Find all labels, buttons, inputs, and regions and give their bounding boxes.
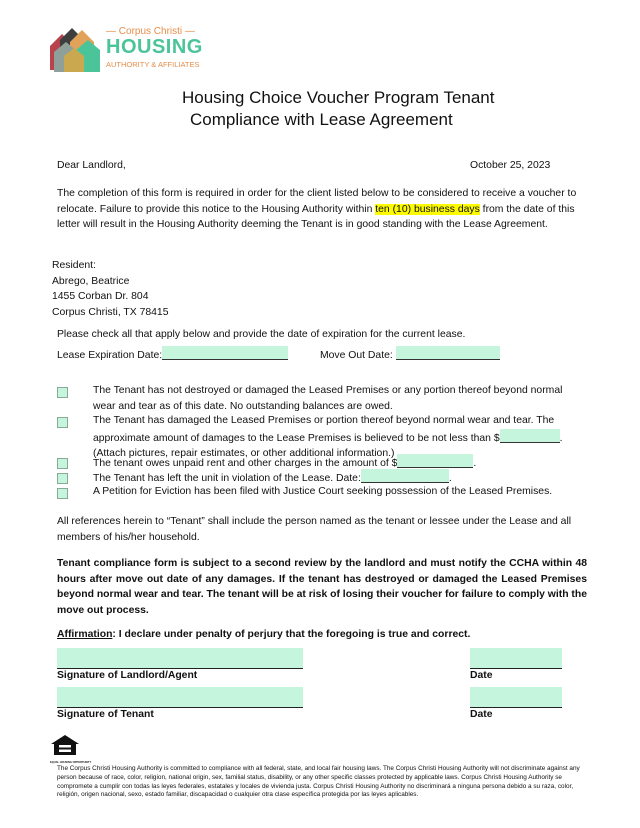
affirmation <box>57 627 470 643</box>
logo-line1: Corpus Christi <box>118 26 183 37</box>
houses-icon <box>48 24 100 74</box>
intro-highlight: ten (10) business days <box>375 203 480 215</box>
violation-text-2: . <box>448 473 452 484</box>
housing-authority-logo <box>48 24 218 76</box>
logo-dash-left: — <box>106 26 116 37</box>
damage-amount-field[interactable] <box>500 429 560 443</box>
logo-line3: AUTHORITY & AFFILIATES <box>106 60 200 69</box>
instructions: Please check all that apply below and provide the date of expiration for the current lease. <box>57 329 466 340</box>
affirmation-label: Affirmation <box>57 629 113 640</box>
letter-date: October 25, 2023 <box>470 160 551 171</box>
tenant-signature-label: Signature of Tenant <box>57 709 154 720</box>
lease-expiration-field[interactable] <box>162 346 288 360</box>
checklist-item-eviction: A Petition for Eviction has been filed with Justice Court seeking possession of the Leased Premises. <box>93 486 553 497</box>
checkbox-unpaid-rent[interactable] <box>57 458 68 469</box>
logo-dash-right: — <box>184 26 195 37</box>
move-out-label: Move Out Date: <box>320 350 393 361</box>
resident-address2: Corpus Christi, TX 78415 <box>52 306 169 318</box>
unpaid-amount-field[interactable] <box>397 454 473 468</box>
lease-expiration-row <box>57 346 288 364</box>
references-paragraph: All references herein to “Tenant” shall include the person named as the tenant or lessee under the Lease and all members of his/her household. <box>57 516 572 543</box>
page-title-line1: Housing Choice Voucher Program Tenant <box>182 88 495 107</box>
lease-expiration-label: Lease Expiration Date: <box>57 350 163 361</box>
footer-disclaimer: The Corpus Christi Housing Authority is committed to compliance with all federal, state, and local fair housing laws. The Corpus Christi Housing Authority will not discriminate against any person because of race, color, religion, national origin, sex, familial status, disability, or any other specific classes protected by applicable laws. Corpus Christi Housing Authority se compromete a cumplir con todas las leyes federales, estatales y locales de vivienda justa. Corpus Christi Housing Authority no discriminará a ninguna persona debido a su raza, color, religión, origen nacional, sexo, estado familiar, discapacidad o cualquier otra clase específica protegida por las leyes aplicables. <box>57 765 580 799</box>
affirmation-text: : I declare under penalty of perjury that the foregoing is true and correct. <box>112 629 471 640</box>
violation-date-field[interactable] <box>361 469 449 483</box>
intro-text-1: The completion of this form is required in order for the client listed below to be considered to receive a voucher to relocate. Failure to provide this notice to the Housing Authority within <box>57 188 577 215</box>
salutation: Dear Landlord, <box>57 160 126 171</box>
landlord-signature-label: Signature of Landlord/Agent <box>57 670 198 681</box>
damaged-text-1: The Tenant has damaged the Leased Premises or portion thereof beyond normal wear and tear. The approximate amount of damages to the Lease Premises is believed to be not less than $ <box>93 415 555 444</box>
tenant-date-label: Date <box>470 709 493 720</box>
landlord-signature-field[interactable] <box>57 648 303 669</box>
checkbox-damaged[interactable] <box>57 417 68 428</box>
resident-address1: 1455 Corban Dr. 804 <box>52 291 149 302</box>
equal-housing-icon <box>50 734 80 756</box>
compliance-notice: Tenant compliance form is subject to a second review by the landlord and must notify the CCHA within 48 hours after move out date of any damages. If the tenant has destroyed or damaged the Leased Premises beyond normal wear and tear. The tenant will be at risk of losing their voucher for failure to comply with the move out process. <box>57 558 588 616</box>
damaged-text-2: . (Attach pictures, repair estimates, or other additional information.) <box>93 432 563 459</box>
tenant-signature-field[interactable] <box>57 687 303 708</box>
resident-block <box>52 258 168 320</box>
checklist-item-no-damage: The Tenant has not destroyed or damaged the Leased Premises or any portion thereof beyond normal wear and tear as of this date. No outstanding balances are owed. <box>93 385 563 412</box>
equal-housing-label: EQUAL HOUSING OPPORTUNITY <box>50 761 92 764</box>
tenant-date-field[interactable] <box>470 687 562 708</box>
checkbox-no-damage[interactable] <box>57 387 68 398</box>
intro-paragraph <box>57 186 587 233</box>
violation-text-1: The Tenant has left the unit in violation of the Lease. Date: <box>93 473 361 484</box>
resident-label: Resident: <box>52 260 96 271</box>
unpaid-text-1: The tenant owes unpaid rent and other charges in the amount of $ <box>93 458 398 469</box>
landlord-date-label: Date <box>470 670 493 681</box>
landlord-date-field[interactable] <box>470 648 562 669</box>
checkbox-eviction[interactable] <box>57 488 68 499</box>
resident-name: Abrego, Beatrice <box>52 275 130 287</box>
intro-text-2: from the date of this letter will result in the Housing Authority deeming the Tenant is in good standing with the Lease Agreement. <box>57 203 575 230</box>
checkbox-lease-violation[interactable] <box>57 473 68 484</box>
move-out-row <box>320 346 500 364</box>
unpaid-text-2: . <box>473 458 477 469</box>
logo-line2: HOUSING <box>106 36 203 58</box>
equal-housing-logo <box>50 734 92 764</box>
page-title-line2: Compliance with Lease Agreement <box>190 110 453 129</box>
move-out-field[interactable] <box>396 346 500 360</box>
